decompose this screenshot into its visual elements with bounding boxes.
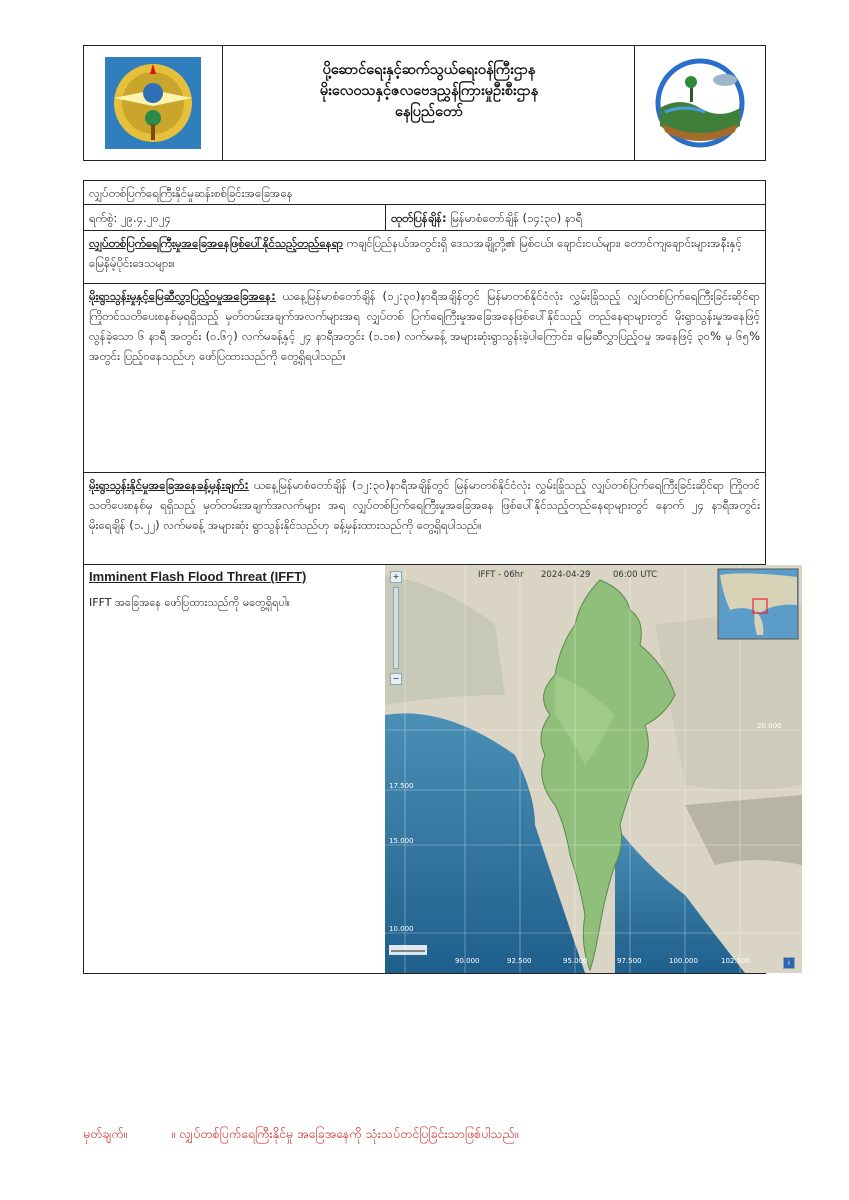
lon-label: 90.000 <box>455 957 480 965</box>
zoom-in-button[interactable]: + <box>390 571 402 583</box>
rainfall-soil-row <box>84 284 765 473</box>
date-value: ၂၉.၄.၂၀၂၄ <box>120 211 171 225</box>
lon-label: 92.500 <box>507 957 532 965</box>
department-seal-icon <box>84 46 222 160</box>
ministry-name: ပို့ဆောင်ရေးနှင့်ဆက်သွယ်ရေးဝန်ကြီးဌာန <box>322 62 536 78</box>
affected-areas-text: ကချင်ပြည်နယ်အတွင်းရှိ ဒေသအချို့တို့၏ မြစ်ငယ်၊ ချောင်းငယ်များ၊ တောင်ကျချောင်းများအနီးနှင့် မြေနိမ့်ပိုင်းဒေသများ။ <box>89 236 742 270</box>
issue-time-cell <box>386 206 587 230</box>
info-button[interactable]: i <box>783 957 795 969</box>
letterhead <box>83 45 766 161</box>
zoom-slider[interactable] <box>393 587 399 669</box>
issue-time-value: မြန်မာစံတော်ချိန် (၁၄:၃၀) နာရီ <box>450 211 583 225</box>
lon-label: 100.000 <box>669 957 698 965</box>
scale-bar <box>389 945 427 955</box>
logo-cell-right <box>634 46 765 160</box>
footer-label: မှတ်ချက်။ <box>83 1126 128 1141</box>
water-cycle-icon <box>635 46 765 160</box>
footer-note <box>83 1126 518 1145</box>
map-date: 2024-04-29 <box>541 570 591 580</box>
map-time: 06:00 UTC <box>613 570 658 580</box>
lon-label: 102.500 <box>721 957 750 965</box>
lat-label: 10.000 <box>389 925 414 933</box>
affected-areas-heading: လျှပ်တစ်ပြက်ရေကြီးမှုအခြေအနေဖြစ်ပေါ်နိုင်သည့်တည်နေရာ <box>89 236 344 250</box>
lon-label: 95.000 <box>563 957 588 965</box>
lat-label: 17.500 <box>389 782 414 790</box>
rainfall-soil-text: ယနေ့မြန်မာစံတော်ချိန် (၁၂:၃၀)နာရီအချိန်တွင် မြန်မာတစ်နိုင်ငံလုံး လွှမ်းခြုံသည့် လျှပ်တစ်ပြက်ရေကြီးခြင်းဆိုင်ရာ ကြိုတင်သတိပေးစနစ်မှရရှိသည့် မှတ်တမ်းအချက်အလက်များအရ လျှပ်တစ် ပြက်ရေကြီးမှုအခြေအနေဖြစ်ပေါ်နိုင်သည့် တည်နေရာများတွင် မိုးရွာသွန်းမှုအနေဖြင့် လွန်ခဲ့သော ၆ နာရီ အတွင်း (၀.၆၇) လက်မခန့်နှင့် ၂၄ နာရီအတွင်း (၁.၁၈) လက်မခန့် အများဆုံးရွာသွန်းခဲ့ပါကြောင်း၊ မြေဆီလွှာပြည့်ဝမှု အနေဖြင့် ၃၀% မှ ၆၅% အတွင်း ပြည့်ဝနေသည်ဟု ဖော်ပြထားသည်ကို တွေ့ရှိရပါသည်။ <box>89 289 761 363</box>
date-issue-row <box>84 205 765 231</box>
lat-label: 20.000 <box>757 722 782 730</box>
rainfall-forecast-heading: မိုးရွာသွန်းနိုင်မှုအခြေအနေခန့်မှန်းချက်: <box>89 478 249 492</box>
affected-areas-row <box>84 231 765 284</box>
overview-inset-map[interactable] <box>718 569 798 639</box>
city-name: နေပြည်တော် <box>394 104 464 120</box>
issue-time-label: ထုတ်ပြန်ချိန်: <box>391 211 447 225</box>
report-title-row <box>84 181 765 205</box>
date-cell <box>84 206 176 230</box>
department-name: မိုးလေဝသနှင့်ဇလဗေဒညွှန်ကြားမှုဦးစီးဌာန <box>319 83 539 99</box>
rainfall-soil-heading: မိုးရွာသွန်းမှုနှင့်မြေဆီလွှာပြည့်ဝမှုအခြေအနေ: <box>89 289 276 303</box>
ifft-heading: Imminent Flash Flood Threat (IFFT) <box>89 569 307 584</box>
rainfall-forecast-row <box>84 473 765 565</box>
report-title: လျှပ်တစ်ပြက်ရေကြီးနိုင်မှုဆန်းစစ်ခြင်းအခြေအနေ <box>89 186 293 200</box>
map-canvas[interactable] <box>385 565 802 973</box>
map-title: IFFT - 06hr <box>478 570 524 580</box>
rainfall-forecast-text: ယနေ့မြန်မာစံတော်ချိန် (၁၂:၃၀)နာရီအချိန်တွင် မြန်မာတစ်နိုင်ငံလုံး လွှမ်းခြုံသည့် လျှပ်တစ်ပြက်ရေကြီးခြင်းဆိုင်ရာ ကြိုတင်သတိပေးစနစ်မှ ရရှိသည့် မှတ်တမ်းအချက်အလက်များ အရ လျှပ်တစ်ပြက်ရေကြီးမှုအခြေအနေ ဖြစ်ပေါ်နိုင်သည့်တည်နေရာများတွင် နောက် ၂၄ နာရီအတွင်း မိုးရေချိန် (၁.၂၂) လက်မခန့် အများဆုံး ရွာသွန်းနိုင်သည်ဟု ခန့်မှန်းထားသည်ကို တွေ့ရှိရပါသည်။ <box>89 478 761 532</box>
lat-label: 15.000 <box>389 837 414 845</box>
date-label: ရက်စွဲ: <box>89 211 118 225</box>
zoom-out-button[interactable]: − <box>390 673 402 685</box>
ifft-map[interactable] <box>385 565 802 973</box>
ifft-status-text: IFFT အခြေအနေ ဖော်ပြထားသည်ကို မတွေ့ရှိရပါ။ <box>89 596 290 609</box>
footer-text: ။ လျှပ်တစ်ပြက်ရေကြီးနိုင်မှု အခြေအနေကို သုံးသပ်တင်ပြခြင်းသာဖြစ်ပါသည်။ <box>171 1126 519 1141</box>
logo-cell-left <box>84 46 223 160</box>
letterhead-title <box>223 46 635 160</box>
lon-label: 97.500 <box>617 957 642 965</box>
